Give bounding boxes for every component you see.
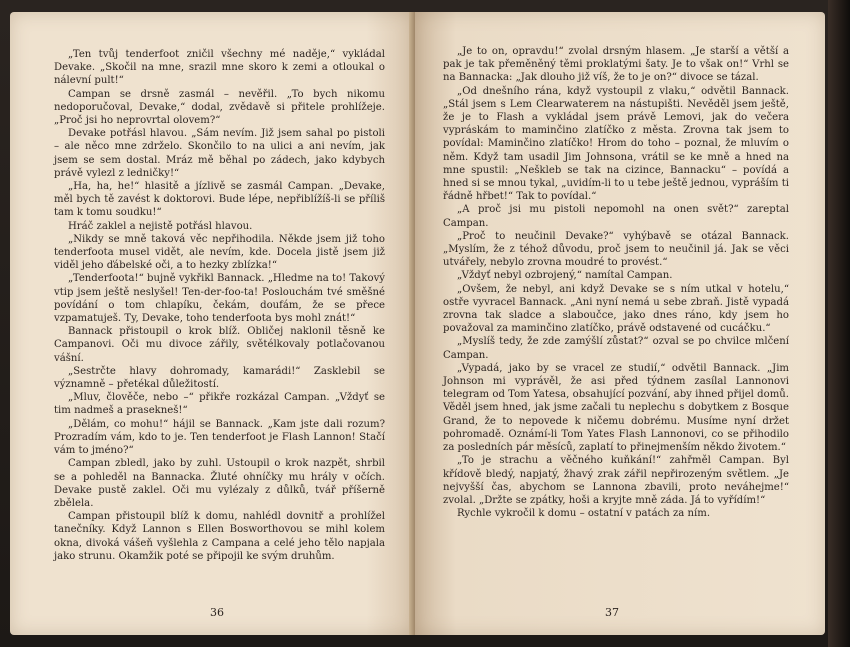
paragraph: Devake potřásl hlavou. „Sám nevím. Již jsem sahal po pistoli – ale něco mne zdrželo. Skončilo to na ulici a ani nevím, jak jsem se sem dostal. Mráz mě běhal po zádech, jako kdybych právě vylezl z ledničky!“ [54,128,385,179]
paragraph: „Tenderfoota!“ bujně vykřikl Bannack. „Hledme na to! Takový vtip jsem ještě neslyšel! Ten-der-foo-ta! Poslouchám tvé směšné povídání o tom chlapíku, čekám, doufám, že se přece vzpamatuješ. Ty, Devake, toho tenderfoota bys mohl znát!“ [54,273,385,325]
page-number: 36 [210,606,224,619]
paragraph: „Vždyť nebyl ozbrojený,“ namítal Campan. [457,270,673,282]
paragraph: „Nikdy se mně taková věc nepřihodila. Někde jsem již toho tenderfoota musel vidět, ale nevím, kde. Docela jistě jsem již viděl jeho ďábelské oči, a to hezky zblízka!“ [54,233,385,272]
left-page-text [54,48,385,563]
left-page [10,12,415,635]
paragraph: „Je to on, opravdu!“ zvolal drsným hlasem. „Je starší a větší a pak je tak přeměněný těmi proklatými šaty. Je to však on!“ Vrhl se na Bannacka: „Jak dlouho již víš, že to je on?“ divoce se tázal. [443,46,789,84]
paragraph: „Ten tvůj tenderfoot zničil všechny mé naděje,“ vykládal Devake. „Skočil na mne, srazil mne skoro k zemi a otloukal o nálevní pult!“ [54,49,385,87]
right-page [415,12,825,635]
paragraph: Campan přistoupil blíž k domu, nahlédl dovnitř a prohlížel tanečníky. Když Lannon s Ellen Bosworthovou se mihl kolem okna, divoká vášeň vyšlehla z Campana a celé jeho tělo napjala jako strunu. Okamžik poté se připojil ke svým druhům. [54,511,385,562]
paragraph: „Proč to neučinil Devake?“ vyhýbavě se otázal Bannack. „Myslím, že z téhož důvodu, proč jsem to neučinil já. Jak se věci utvářely, nebylo zrovna moudré to provést.“ [443,230,789,269]
page-number: 37 [605,606,619,619]
paragraph: „Od dnešního rána, když vystoupil z vlaku,“ odvětil Bannack. „Stál jsem s Lem Clearwaterem na nástupišti. Nevěděl jsem ještě, že je to Flash a vykládal jsem právě Lemovi, jak do večera vypráskám to maminčino zlatíčko z města. Zrovna tak jsem to povídal: Maminčino zlatíčko! Hrom do toho – poznal, že mluvím o něm. Když tam usadil Jim Johnsona, vrátil se ke mně a hned na mne spustil: „Neškleb se tak na cizince, Bannacku“ – povídá a hned si se mnou tykal, „uvidím-li to u tebe ještě jednou, vypráším ti řádně hřbet!“ Tak to povídal.“ [443,85,789,203]
paragraph: Campan se drsně zasmál – nevěřil. „To bych nikomu nedoporučoval, Devake,“ dodal, zvědavě si přitele prohlížeje. „Proč jsi ho neprovrtal olovem?“ [54,88,385,127]
paragraph: Rychle vykročil k domu – ostatní v patách za ním. [457,508,711,520]
paragraph: „Vypadá, jako by se vracel ze studií,“ odvětil Bannack. „Jim Johnson mi vyprávěl, že asi před týdnem zasílal Lannonovi telegram od Tom Yatesa, obsahující pozvání, aby ihned přijel domů. Věděl jsem hned, jak jsme začali tu neplechu s dobytkem z Bosque Grand, že to nepovede k ničemu dobrému. Musíme nyní držet pohromadě. Oznámí-li Tom Yates Flash Lannonovi, co se přihodilo za posledních pár měsíců, zaplatí to přinejmenším někdo životem.“ [443,362,789,454]
right-page-text [443,45,789,520]
paragraph: „To je strachu a věčného kuňkání!“ zahřměl Campan. Byl křídově bledý, napjatý, žhavý zrak zářil nepřirozeným světlem. „Je nejvyšší čas, abychom se Lannona zbavili, proto neváhejme!“ zvolal. „Držte se zpátky, hoši a kryjte mně záda. Já to vyřídím!“ [443,455,789,506]
paragraph: „Myslíš tedy, že zde zamýšlí zůstat?“ ozval se po chvilce mlčení Campan. [443,336,789,361]
paragraph: „Ovšem, že nebyl, ani když Devake se s ním utkal v hotelu,“ ostře vyvracel Bannack. „Ani nyní nemá u sebe zbraň. Jistě vypadá zrovna tak sladce a slaboučce, jako dnes ráno, kdy jsem ho považoval za maminčino zlatíčko, právě odstavené od cucáčku.“ [443,283,789,335]
scan-edge [828,0,850,647]
paragraph: „Sestrčte hlavy dohromady, kamarádi!“ Zasklebil se významně – přetékal důležitostí. [54,365,385,391]
paragraph: Hráč zaklel a nejistě potřásl hlavou. [68,220,253,232]
paragraph: „Mluv, člověče, nebo –“ přikře rozkázal Campan. „Vždyť se tim nadmeš a prasekneš!“ [54,392,385,417]
paragraph: Bannack přistoupil o krok blíž. Obličej naklonil těsně ke Campanovi. Oči mu divoce zářily, světélkovaly potlačovanou vášní. [54,326,385,364]
paragraph: „Dělám, co mohu!“ hájil se Bannack. „Kam jste dali rozum? Prozradím vám, kdo to je. Ten tenderfoot je Flash Lannon! Stačí vám to jméno?“ [54,418,385,457]
paragraph: Campan zbledl, jako by zuhl. Ustoupil o krok nazpět, shrbil se a pohleděl na Bannacka. Žluté ohníčky mu hrály v očích. Devake pustě zaklel. Oči mu vylézaly z důlků, tvář příšerně zbělela. [54,458,385,509]
paragraph: „A proč jsi mu pistoli nepomohl na onen svět?“ zareptal Campan. [443,204,789,229]
paragraph: „Ha, ha, he!“ hlasitě a jízlivě se zasmál Campan. „Devake, měl bych tě zavést k doktorovi. Bude lépe, nepřiblížíš-li se příliš tam k tomu soudku!“ [54,181,385,219]
